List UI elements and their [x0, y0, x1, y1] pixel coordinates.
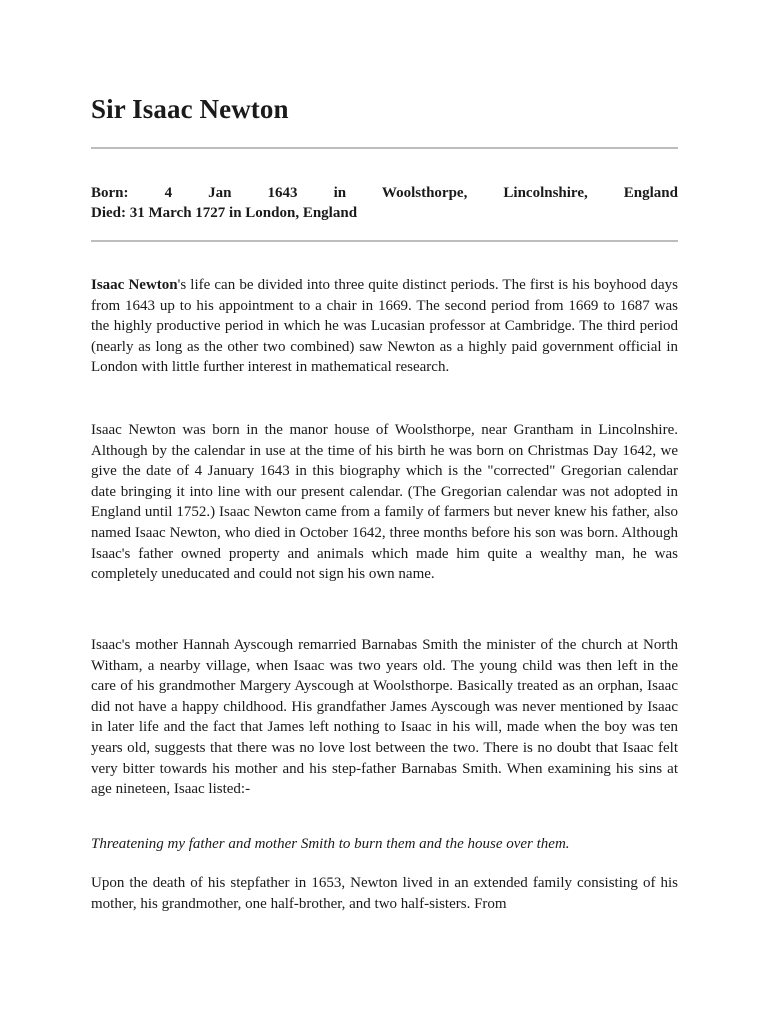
divider-bottom	[91, 240, 678, 242]
paragraph-childhood: Isaac's mother Hannah Ayscough remarried Barnabas Smith the minister of the church at North Witham, a nearby village, when Isaac was two years old. The young child was then left in the care of his grandmother Margery Ayscough at Woolsthorpe. Basically treated as an orphan, Isaac did not have a happy childhood. His grandfather James Ayscough was never mentioned by Isaac in later life and the fact that James left nothing to Isaac in his will, made when the boy was ten years old, suggests that there was no love lost between the two. There is no doubt that Isaac felt very bitter towards his mother and his step-father Barnabas Smith. When examining his sins at age nineteen, Isaac listed:-	[91, 637, 678, 798]
died-line: Died: 31 March 1727 in London, England	[91, 205, 358, 221]
paragraph-family: Upon the death of his stepfather in 1653, Newton lived in an extended family consisting of his mother, his grandmother, one half-brother, and two half-sisters. From	[91, 875, 678, 912]
quote-sins: Threatening my father and mother Smith to burn them and the house over them.	[91, 836, 570, 852]
birth-death-facts	[91, 183, 678, 223]
divider-top	[91, 147, 678, 149]
page-title: Sir Isaac Newton	[91, 94, 289, 124]
born-line: Born: 4 Jan 1643 in Woolsthorpe, Lincolnshire, England	[91, 185, 678, 201]
paragraph-birth: Isaac Newton was born in the manor house of Woolsthorpe, near Grantham in Lincolnshire. Although by the calendar in use at the time of his birth he was born on Christmas Day 1642, we give the date of 4 January 1643 in this biography which is the "corrected" Gregorian calendar date bringing it into line with our present calendar. (The Gregorian calendar was not adopted in England until 1752.) Isaac Newton came from a family of farmers but never knew his father, also named Isaac Newton, who died in October 1642, three months before his son was born. Although Isaac's father owned property and animals which made him quite a wealthy man, he was completely uneducated and could not sign his own name.	[91, 422, 678, 583]
paragraph-intro	[91, 275, 678, 378]
paragraph-intro-lead: Isaac Newton	[91, 277, 178, 293]
paragraph-intro-text: 's life can be divided into three quite distinct periods. The first is his boyhood days from 1643 up to his appointment to a chair in 1669. The second period from 1669 to 1687 was the highly productive period in which he was Lucasian professor at Cambridge. The third period (nearly as long as the other two combined) saw Newton as a highly paid government official in London with little further interest in mathematical research.	[91, 277, 679, 376]
